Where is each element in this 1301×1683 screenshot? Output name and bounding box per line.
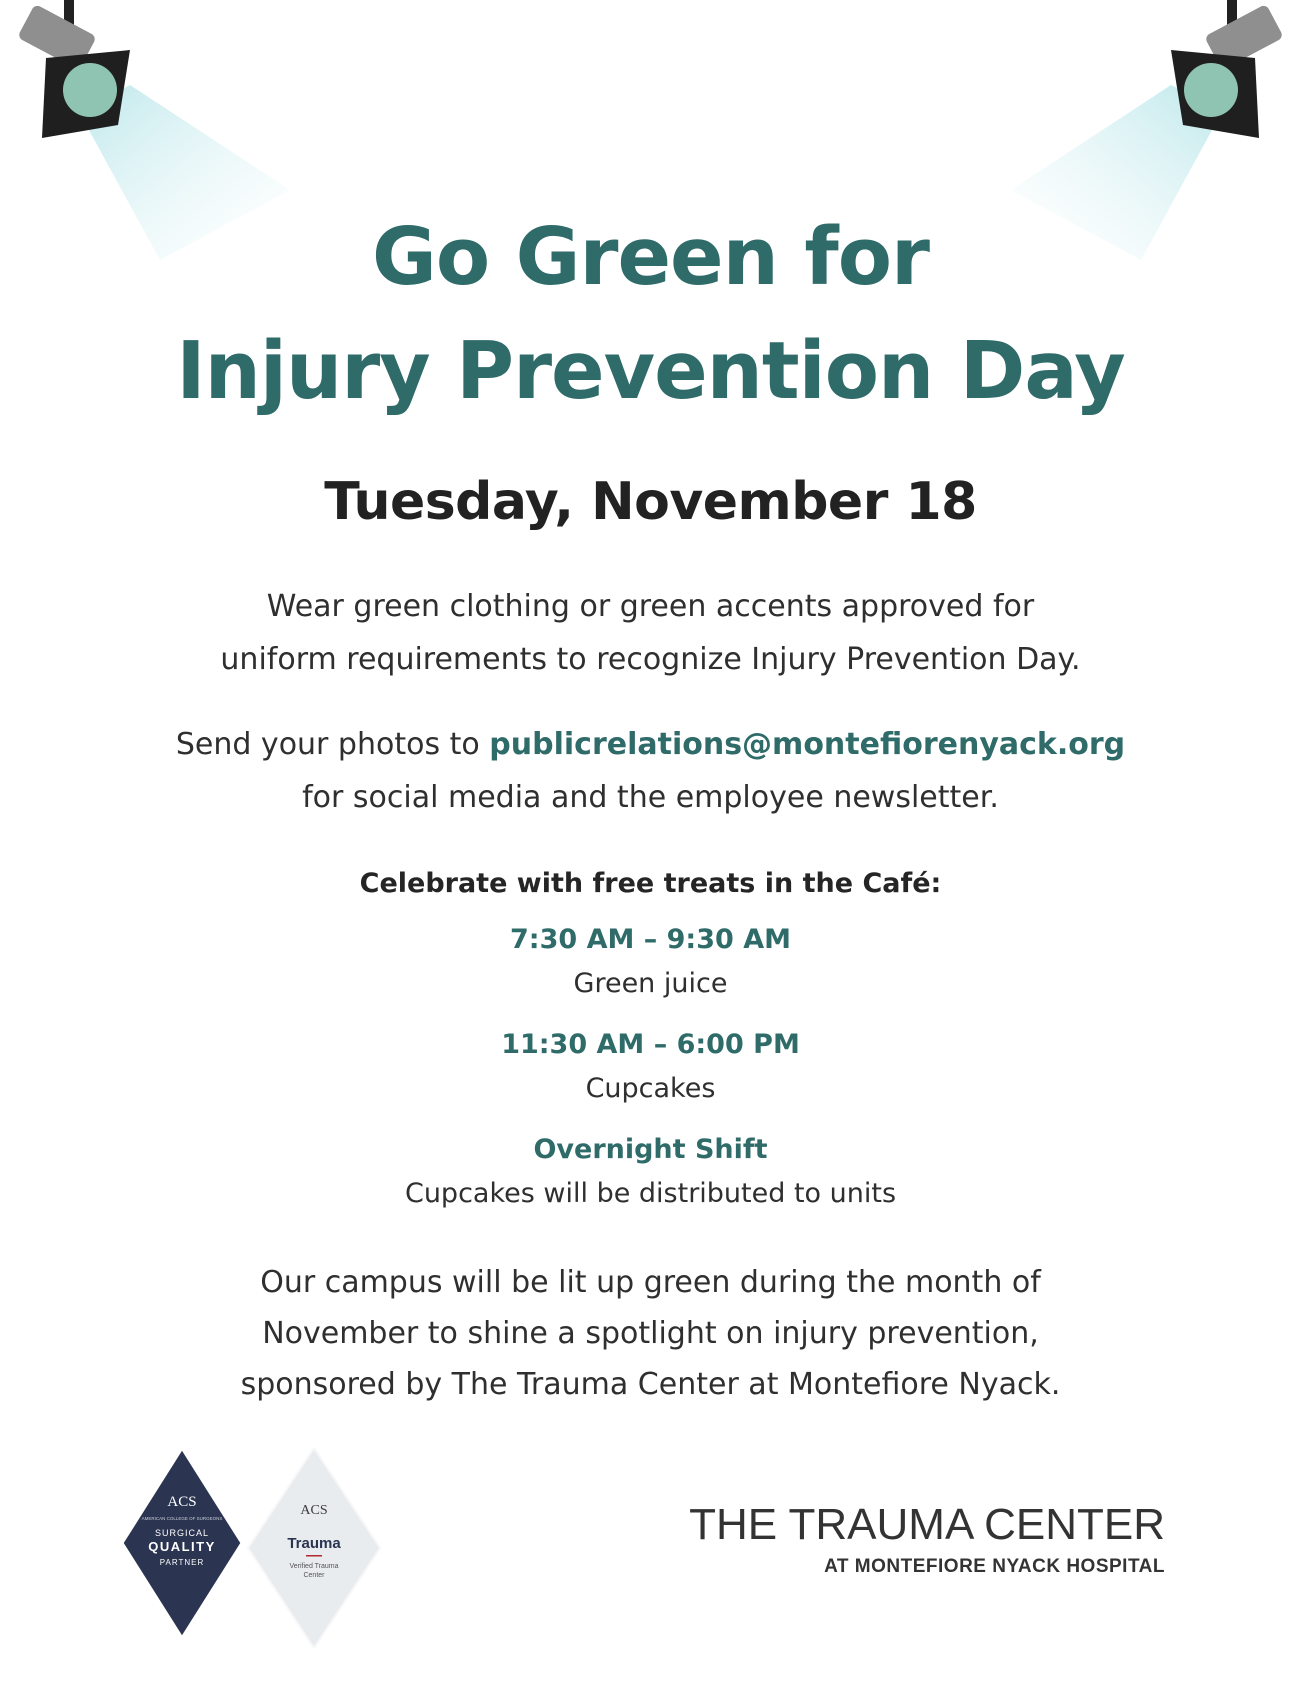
schedule-time: 11:30 AM – 6:00 PM xyxy=(501,1029,800,1060)
svg-text:Trauma: Trauma xyxy=(287,1535,341,1552)
organization-subtitle: AT MONTEFIORE NYACK HOSPITAL xyxy=(824,1556,1165,1577)
organization-name: THE TRAUMA CENTER xyxy=(689,1500,1165,1549)
schedule-time: 7:30 AM – 9:30 AM xyxy=(510,924,791,955)
schedule-item: Green juice xyxy=(573,968,728,999)
acs-badges xyxy=(122,1448,382,1648)
svg-text:AMERICAN COLLEGE OF SURGEONS: AMERICAN COLLEGE OF SURGEONS xyxy=(141,1516,223,1521)
title-line-1: Go Green for xyxy=(372,211,929,303)
campus-line-2: November to shine a spotlight on injury prevention, xyxy=(262,1316,1039,1351)
celebrate-heading: Celebrate with free treats in the Café: xyxy=(359,868,942,899)
campus-lighting-note xyxy=(0,1257,1301,1410)
schedule-item: Cupcakes will be distributed to units xyxy=(404,1178,897,1209)
schedule-entry xyxy=(0,1023,1301,1111)
svg-text:QUALITY: QUALITY xyxy=(148,1539,216,1554)
photo-instructions xyxy=(0,718,1301,824)
attire-line-1: Wear green clothing or green accents approved for xyxy=(266,589,1035,624)
photo-prefix: Send your photos to xyxy=(175,727,490,762)
acs-trauma-badge xyxy=(248,1448,380,1648)
schedule-time: Overnight Shift xyxy=(533,1134,768,1165)
campus-line-3: sponsored by The Trauma Center at Montefiore Nyack. xyxy=(240,1367,1061,1402)
schedule-item: Cupcakes xyxy=(585,1073,716,1104)
organization-logo xyxy=(689,1500,1165,1578)
svg-text:ACS: ACS xyxy=(167,1494,197,1510)
attire-line-2: uniform requirements to recognize Injury Prevention Day. xyxy=(220,642,1081,677)
campus-line-1: Our campus will be lit up green during the month of xyxy=(260,1265,1041,1300)
photo-line-2: for social media and the employee newsletter. xyxy=(302,780,999,815)
svg-text:ACS: ACS xyxy=(300,1503,328,1518)
email-link[interactable]: publicrelations@montefiorenyack.org xyxy=(489,727,1126,762)
svg-text:PARTNER: PARTNER xyxy=(159,1558,205,1567)
schedule-entry xyxy=(0,1128,1301,1216)
schedule-entry xyxy=(0,918,1301,1006)
attire-instructions xyxy=(0,580,1301,686)
event-date: Tuesday, November 18 xyxy=(324,472,977,532)
svg-text:SURGICAL: SURGICAL xyxy=(154,1528,210,1538)
svg-text:Center: Center xyxy=(303,1572,325,1579)
page-title xyxy=(0,200,1301,428)
svg-text:Verified Trauma: Verified Trauma xyxy=(289,1563,339,1570)
acs-quality-badge xyxy=(122,1448,242,1638)
title-line-2: Injury Prevention Day xyxy=(176,325,1125,417)
